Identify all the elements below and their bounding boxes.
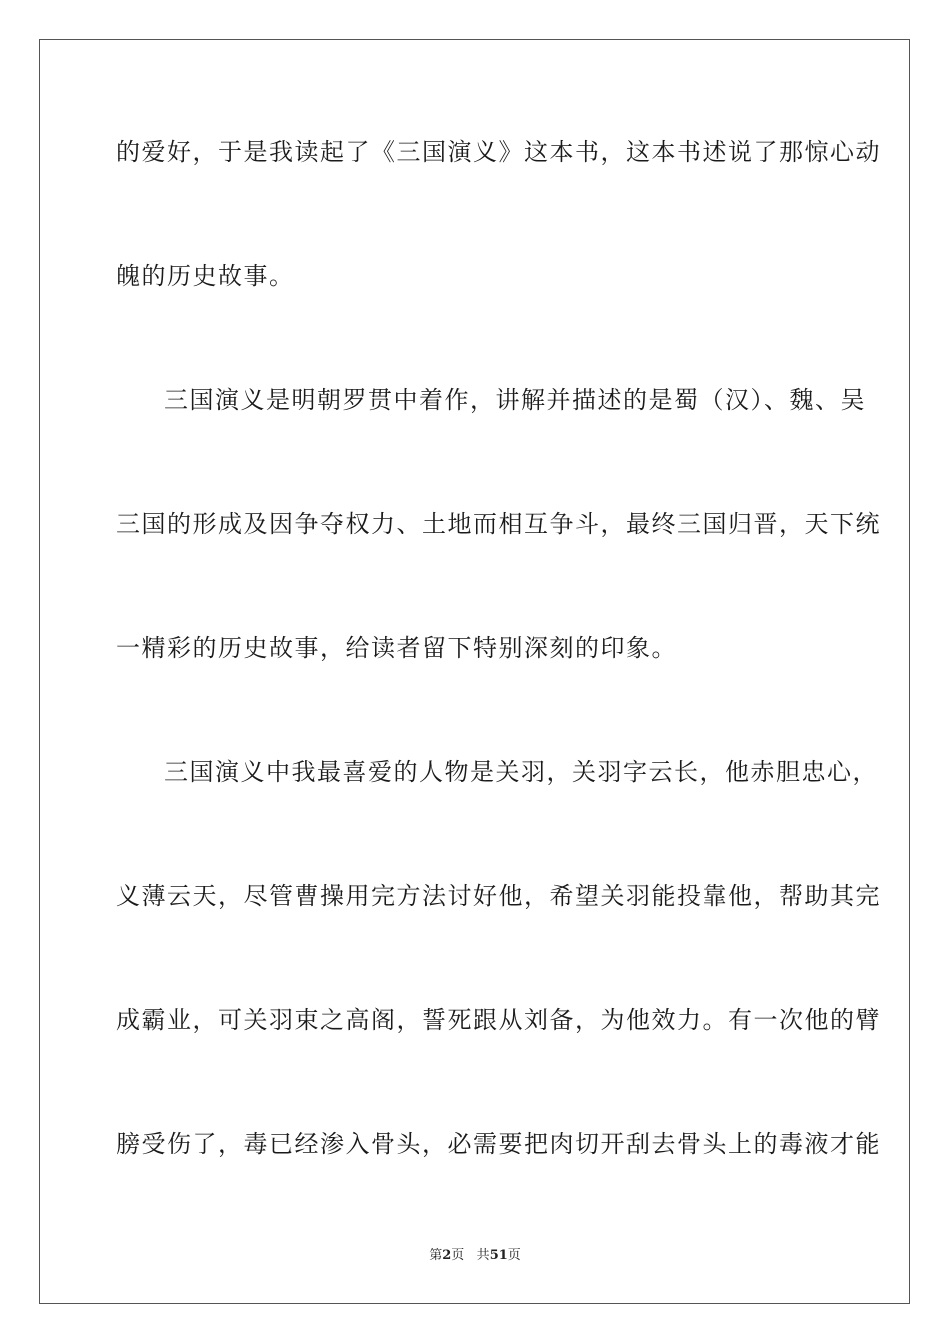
text-line-5: 一精彩的历史故事，给读者留下特别深刻的印象。: [116, 634, 677, 662]
total-label-suffix: 页: [507, 1248, 521, 1263]
total-label-prefix: 共: [476, 1248, 490, 1263]
page-label-prefix: 第: [429, 1248, 443, 1263]
text-line-9: 膀受伤了，毒已经渗入骨头，必需要把肉切开刮去骨头上的毒液才能: [116, 1130, 881, 1158]
page-footer: [0, 1247, 950, 1265]
text-line-2: 魄的历史故事。: [116, 262, 295, 290]
text-line-8: 成霸业，可关羽束之高阁，誓死跟从刘备，为他效力。有一次他的臂: [116, 1006, 881, 1034]
page-border: [39, 39, 910, 1304]
text-line-1: 的爱好，于是我读起了《三国演义》这本书，这本书述说了那惊心动: [116, 138, 881, 166]
text-line-4: 三国的形成及因争夺权力、土地而相互争斗，最终三国归晋，天下统: [116, 510, 881, 538]
page-label-suffix: 页: [451, 1248, 465, 1263]
total-pages-number: 51: [489, 1248, 508, 1263]
text-line-3: 三国演义是明朝罗贯中着作，讲解并描述的是蜀（汉）、魏、吴: [164, 386, 866, 414]
text-line-7: 义薄云天，尽管曹操用完方法讨好他，希望关羽能投靠他，帮助其完: [116, 882, 881, 910]
current-page-number: 2: [442, 1248, 452, 1263]
text-line-6: 三国演义中我最喜爱的人物是关羽，关羽字云长，他赤胆忠心，: [164, 758, 878, 786]
